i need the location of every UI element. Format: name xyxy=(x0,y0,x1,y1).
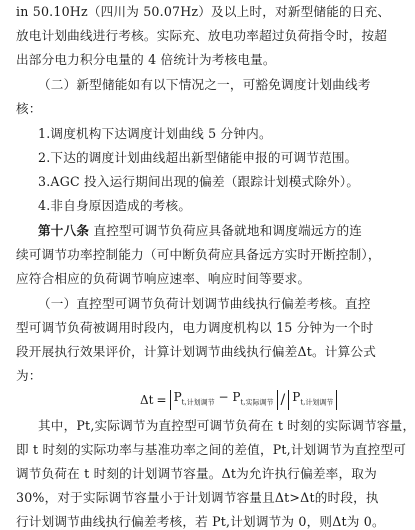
formula-denominator xyxy=(288,390,337,410)
section-2-intro: （二）新型储能如有以下情况之一，可豁免调度计划曲线考 xyxy=(38,77,371,92)
text-line-17: 其中，Pt,实际调节为直控型可调节负荷在 t 时刻的实际调节容量， xyxy=(38,418,415,433)
list-item-3: 3.AGC 投入运行期间出现的偏差（跟踪计划模式除外）。 xyxy=(38,174,360,189)
text-line-12: 应符合相应的负荷调节响应速率、响应时间等要求。 xyxy=(16,271,311,286)
article-heading: 第十八条 xyxy=(38,223,90,238)
text-line-18: 即 t 时刻的实际功率与基准功率之间的差值，Pt,计划调节为直控型可 xyxy=(16,442,407,457)
deviation-formula xyxy=(140,390,337,410)
text-line-3: 出部分电力积分电量的 4 倍统计为考核电量。 xyxy=(16,52,276,67)
formula-p1-sub: t,计划调节 xyxy=(181,398,215,407)
formula-p3-sub: t,计划调节 xyxy=(300,398,334,407)
formula-lhs: Δt xyxy=(140,393,154,408)
formula-p1: P xyxy=(173,390,182,404)
text-line-1: in 50.10Hz（四川为 50.07Hz）及以上时，对新型储能的日充、 xyxy=(16,4,391,19)
text-line-19: 调节负荷在 t 时刻的计划调节容量。Δt为允许执行偏差率，取为 xyxy=(16,466,377,481)
article-18-first-line xyxy=(38,223,392,239)
formula-p2-sub: t,实际调节 xyxy=(240,398,274,407)
text-line-16: 为： xyxy=(16,368,42,383)
formula-equals: = xyxy=(156,393,167,408)
list-item-4: 4.非自身原因造成的考核。 xyxy=(38,198,192,213)
list-item-2: 2.下达的调度计划曲线超出新型储能申报的可调节范围。 xyxy=(38,150,358,165)
section-1-intro: （一）直控型可调节负荷计划调节曲线执行偏差考核。直控 xyxy=(38,296,371,311)
text-line-14: 型可调节负荷被调用时段内，电力调度机构以 15 分钟为一个时 xyxy=(16,320,374,335)
text-line-2: 放电计划曲线进行考核。实际充、放电功率超过负荷指令时，按超 xyxy=(16,28,388,43)
text-line-20: 30%，对于实际调节容量小于计划调节容量且Δt>Δt的时段，执 xyxy=(16,490,379,505)
formula-slash: / xyxy=(280,392,286,409)
formula-minus: − xyxy=(218,390,229,404)
list-item-1: 1.调度机构下达调度计划曲线 5 分钟内。 xyxy=(38,126,272,141)
formula-p2: P xyxy=(232,390,241,404)
article-18-text: 直控型可调节负荷应具备就地和调度端远方的连 xyxy=(93,223,363,238)
text-line-11: 续可调节功率控制能力（可中断负荷应具备远方实时开断控制）， xyxy=(16,247,381,262)
text-line-15: 段开展执行效果评价，计算计划调节曲线执行偏差Δt。计算公式 xyxy=(16,344,376,359)
formula-p3: P xyxy=(292,390,301,404)
text-line-21: 行计划调节曲线执行偏差考核，若 Pt,计划调节为 0，则Δt为 0。 xyxy=(16,514,385,529)
formula-abs-value xyxy=(170,390,278,410)
text-line-5: 核： xyxy=(16,101,42,116)
